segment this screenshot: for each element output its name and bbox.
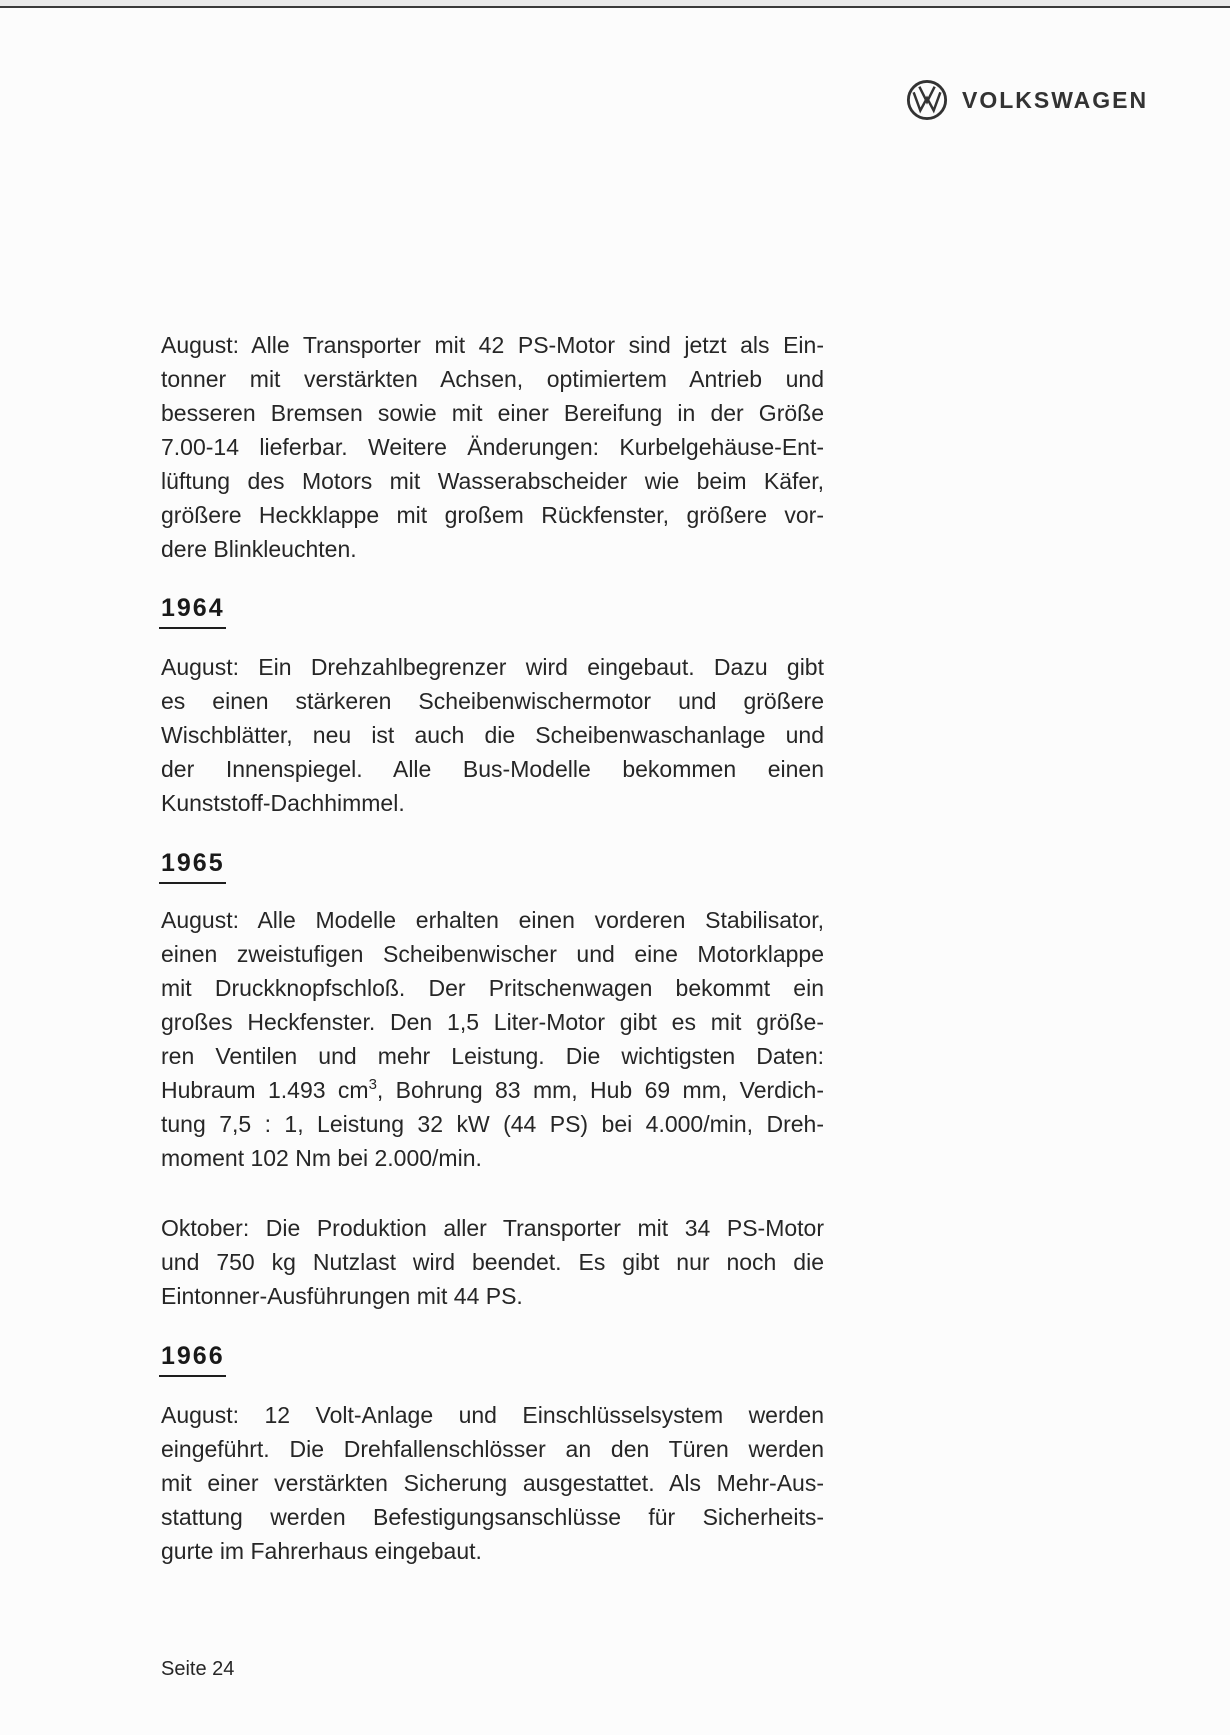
text-line: tonner mit verstärkten Achsen, optimiertem Antrieb und	[161, 366, 824, 392]
text-line: eingeführt. Die Drehfallenschlösser an den Türen werden	[161, 1436, 824, 1462]
text-line: stattung werden Befestigungsanschlüsse für Sicherheits-	[161, 1504, 824, 1530]
scan-border-line	[0, 6, 1230, 8]
text-line-displacement	[161, 1073, 824, 1107]
text-line: August: Alle Transporter mit 42 PS-Motor sind jetzt als Ein-	[161, 332, 824, 358]
brand-name: VOLKSWAGEN	[962, 87, 1149, 113]
text-line: moment 102 Nm bei 2.000/min.	[161, 1145, 482, 1171]
vw-emblem-icon	[906, 79, 948, 121]
text-line: und 750 kg Nutzlast wird beendet. Es gibt nur noch die	[161, 1249, 824, 1275]
page-number: Seite 24	[161, 1658, 235, 1680]
text-line: August: Alle Modelle erhalten einen vorderen Stabilisator,	[161, 907, 824, 933]
text-line: 7.00-14 lieferbar. Weitere Änderungen: Kurbelgehäuse-Ent-	[161, 434, 824, 460]
year-heading-1966: 1966	[159, 1344, 226, 1377]
text-line: August: 12 Volt-Anlage und Einschlüsselsystem werden	[161, 1402, 824, 1428]
text-line: Kunststoff-Dachhimmel.	[161, 790, 405, 816]
year-heading-1964: 1964	[159, 596, 226, 629]
text-line: mit Druckknopfschloß. Der Pritschenwagen bekommt ein	[161, 975, 824, 1001]
paragraph-1964	[161, 650, 824, 820]
text-line: ren Ventilen und mehr Leistung. Die wichtigsten Daten:	[161, 1043, 824, 1069]
paragraph-1965-oktober	[161, 1211, 824, 1313]
brand-logo	[906, 79, 1148, 121]
text-line: besseren Bremsen sowie mit einer Bereifung in der Größe	[161, 400, 824, 426]
text-line: gurte im Fahrerhaus eingebaut.	[161, 1538, 482, 1564]
text-line: der Innenspiegel. Alle Bus-Modelle bekommen einen	[161, 756, 824, 782]
text-line: größere Heckklappe mit großem Rückfenster, größere vor-	[161, 502, 824, 528]
text-line: es einen stärkeren Scheibenwischermotor und größere	[161, 688, 824, 714]
text-line: großes Heckfenster. Den 1,5 Liter-Motor gibt es mit größe-	[161, 1009, 824, 1035]
text-line: lüftung des Motors mit Wasserabscheider wie beim Käfer,	[161, 468, 824, 494]
text-line: Wischblätter, neu ist auch die Scheibenwaschanlage und	[161, 722, 824, 748]
text-line: Oktober: Die Produktion aller Transporter mit 34 PS-Motor	[161, 1215, 824, 1241]
text-line: dere Blinkleuchten.	[161, 536, 357, 562]
intro-paragraph	[161, 328, 824, 566]
text-line: Eintonner-Ausführungen mit 44 PS.	[161, 1283, 523, 1309]
paragraph-1965-august	[161, 903, 824, 1175]
text-line: mit einer verstärkten Sicherung ausgestattet. Als Mehr-Aus-	[161, 1470, 824, 1496]
text-line: einen zweistufigen Scheibenwischer und eine Motorklappe	[161, 941, 824, 967]
text-segment: , Bohrung 83 mm, Hub 69 mm, Verdich-	[376, 1077, 825, 1103]
text-line: August: Ein Drehzahlbegrenzer wird eingebaut. Dazu gibt	[161, 654, 824, 680]
superscript: 3	[368, 1076, 377, 1093]
year-heading-1965: 1965	[159, 851, 226, 884]
text-segment: Hubraum 1.493 cm	[161, 1077, 369, 1103]
paragraph-1966	[161, 1398, 824, 1568]
text-line: tung 7,5 : 1, Leistung 32 kW (44 PS) bei 4.000/min, Dreh-	[161, 1111, 824, 1137]
